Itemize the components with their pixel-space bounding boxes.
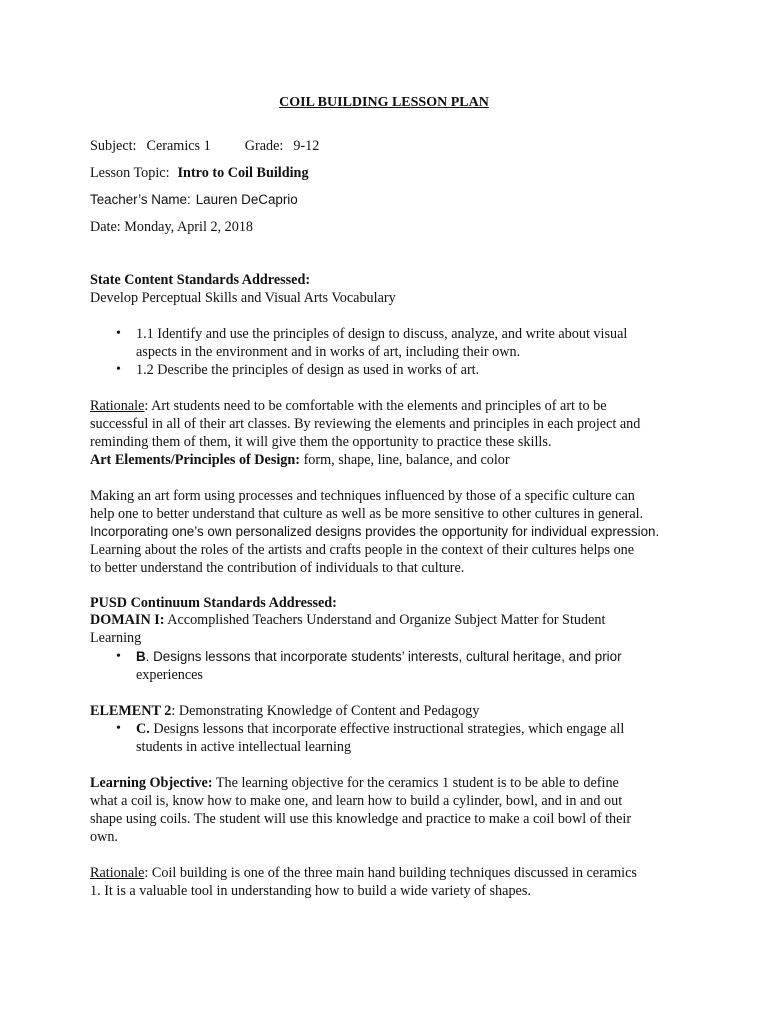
objective-text: The learning objective for the ceramics 1 student is to be able to define — [212, 775, 619, 791]
art-elements-line — [90, 451, 510, 469]
bullet-icon: • — [116, 362, 121, 377]
rationale-2-line1 — [90, 864, 637, 882]
rationale-1-line1 — [90, 397, 607, 415]
domain-label: DOMAIN I: — [90, 612, 165, 628]
grade-label: Grade: — [244, 138, 284, 154]
rationale-2-line2: 1. It is a valuable tool in understanding how to build a wide variety of shapes. — [90, 883, 531, 899]
rationale-label: Rationale — [90, 398, 145, 414]
standard-1-1-line2: aspects in the environment and in works of art, including their own. — [136, 344, 521, 360]
standard-1-2: 1.2 Describe the principles of design as used in works of art. — [136, 362, 480, 378]
objective-line3: shape using coils. The student will use this knowledge and practice to make a coil bowl of their — [90, 811, 632, 827]
element-label: ELEMENT 2 — [90, 703, 172, 719]
rationale-label: Rationale — [90, 865, 145, 881]
subject-label: Subject: — [90, 138, 137, 154]
culture-paragraph-line4: Learning about the roles of the artists and crafts people in the context of their cultures helps one — [90, 542, 635, 558]
topic-value: Intro to Coil Building — [177, 165, 309, 181]
element-2-line — [90, 702, 479, 720]
state-standards-heading: State Content Standards Addressed: — [90, 272, 311, 288]
topic-label: Lesson Topic: — [90, 165, 170, 181]
element-c-line1 — [136, 720, 624, 738]
domain-text: Accomplished Teachers Understand and Organize Subject Matter for Student — [164, 612, 606, 628]
domain-b-label: B — [136, 649, 146, 664]
culture-paragraph-line3: Incorporating one’s own personalized designs provides the opportunity for individual expression. — [90, 524, 660, 539]
objective-line4: own. — [90, 829, 118, 845]
grade-value: 9-12 — [293, 138, 320, 154]
element-c-line2: students in active intellectual learning — [136, 739, 352, 755]
art-elements-value: form, shape, line, balance, and color — [300, 452, 510, 468]
objective-label: Learning Objective: — [90, 775, 213, 791]
element-c-text: Designs lessons that incorporate effective instructional strategies, which engage all — [149, 721, 625, 737]
state-standards-subheading: Develop Perceptual Skills and Visual Arts Vocabulary — [90, 290, 396, 306]
pusd-heading: PUSD Continuum Standards Addressed: — [90, 595, 337, 611]
teacher-label: Teacher’s Name: — [90, 192, 191, 207]
element-text: : Demonstrating Knowledge of Content and Pedagogy — [171, 703, 480, 719]
culture-paragraph-line5: to better understand the contribution of individuals to that culture. — [90, 560, 465, 576]
bullet-icon: • — [116, 649, 121, 664]
lesson-topic-line — [90, 164, 309, 182]
bullet-icon: • — [116, 326, 121, 341]
domain-b-line2: experiences — [136, 667, 203, 683]
rationale-2-text: : Coil building is one of the three main hand building techniques discussed in ceramics — [144, 865, 637, 881]
culture-paragraph-line2: help one to better understand that culture as well as be more sensitive to other cultures in general. — [90, 506, 644, 522]
document-title: COIL BUILDING LESSON PLAN — [279, 95, 489, 110]
rationale-1-line3: reminding them of them, it will give them the opportunity to practice these skills. — [90, 434, 552, 450]
domain-line1 — [90, 611, 605, 629]
subject-value: Ceramics 1 — [146, 138, 211, 154]
date-line: Date: Monday, April 2, 2018 — [90, 219, 254, 235]
culture-paragraph-line1: Making an art form using processes and techniques influenced by those of a specific culture can — [90, 488, 635, 504]
domain-b-text: . Designs lessons that incorporate students’ interests, cultural heritage, and prior — [145, 649, 622, 664]
teacher-line — [90, 191, 298, 209]
domain-b-line1 — [136, 648, 622, 666]
objective-line1 — [90, 774, 619, 792]
subject-grade-line — [90, 137, 319, 155]
objective-line2: what a coil is, know how to make one, and learn how to build a cylinder, bowl, and in and out — [90, 793, 623, 809]
standard-1-1-line1: 1.1 Identify and use the principles of design to discuss, analyze, and write about visual — [136, 326, 628, 342]
element-c-label: C. — [136, 721, 150, 737]
domain-line2: Learning — [90, 630, 142, 646]
art-elements-label: Art Elements/Principles of Design: — [90, 452, 301, 468]
rationale-1-line2: successful in all of their art classes. By reviewing the elements and principles in each project and — [90, 416, 641, 432]
teacher-value: Lauren DeCaprio — [195, 192, 298, 207]
rationale-1-text: : Art students need to be comfortable with the elements and principles of art to be — [144, 398, 607, 414]
bullet-icon: • — [116, 721, 121, 736]
